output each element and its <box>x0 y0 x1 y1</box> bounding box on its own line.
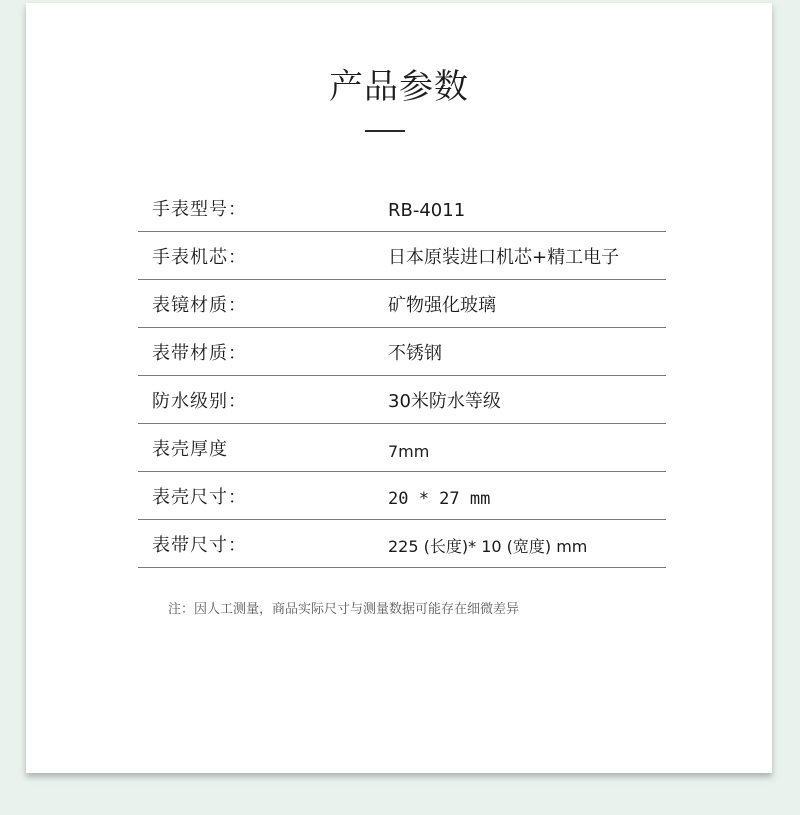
spec-table <box>138 184 666 568</box>
spec-value: 日本原装进口机芯+精工电子 <box>388 247 620 268</box>
spec-row-case-thickness <box>138 424 666 472</box>
spec-label: 防水级别： <box>152 391 247 412</box>
spec-label: 手表型号： <box>152 199 247 220</box>
spec-row-case-size <box>138 472 666 520</box>
spec-label: 表壳厚度 <box>152 439 228 460</box>
spec-value: 7mm <box>388 442 430 461</box>
spec-label: 表带材质： <box>152 343 247 364</box>
spec-row-crystal <box>138 280 666 328</box>
spec-value: RB-4011 <box>388 200 466 221</box>
product-params-card <box>26 3 772 773</box>
spec-value: 矿物强化玻璃 <box>388 295 496 316</box>
spec-value: 30米防水等级 <box>388 391 501 412</box>
measurement-note: 注：因人工测量，商品实际尺寸与测量数据可能存在细微差异 <box>168 602 520 617</box>
spec-row-strap-material <box>138 328 666 376</box>
spec-row-strap-size <box>138 520 666 568</box>
spec-row-model <box>138 184 666 232</box>
spec-value: 不锈钢 <box>388 343 442 364</box>
spec-label: 手表机芯： <box>152 247 247 268</box>
spec-value: 20 * 27 mm <box>388 489 491 509</box>
spec-value: 225 (长度)* 10 (宽度) mm <box>388 537 588 556</box>
spec-label: 表带尺寸： <box>152 535 247 556</box>
spec-label: 表镜材质： <box>152 295 247 316</box>
page-title: 产品参数 <box>329 67 469 107</box>
spec-label: 表壳尺寸： <box>152 487 247 508</box>
title-divider <box>365 130 405 132</box>
spec-row-water-resistance <box>138 376 666 424</box>
spec-row-movement <box>138 232 666 280</box>
